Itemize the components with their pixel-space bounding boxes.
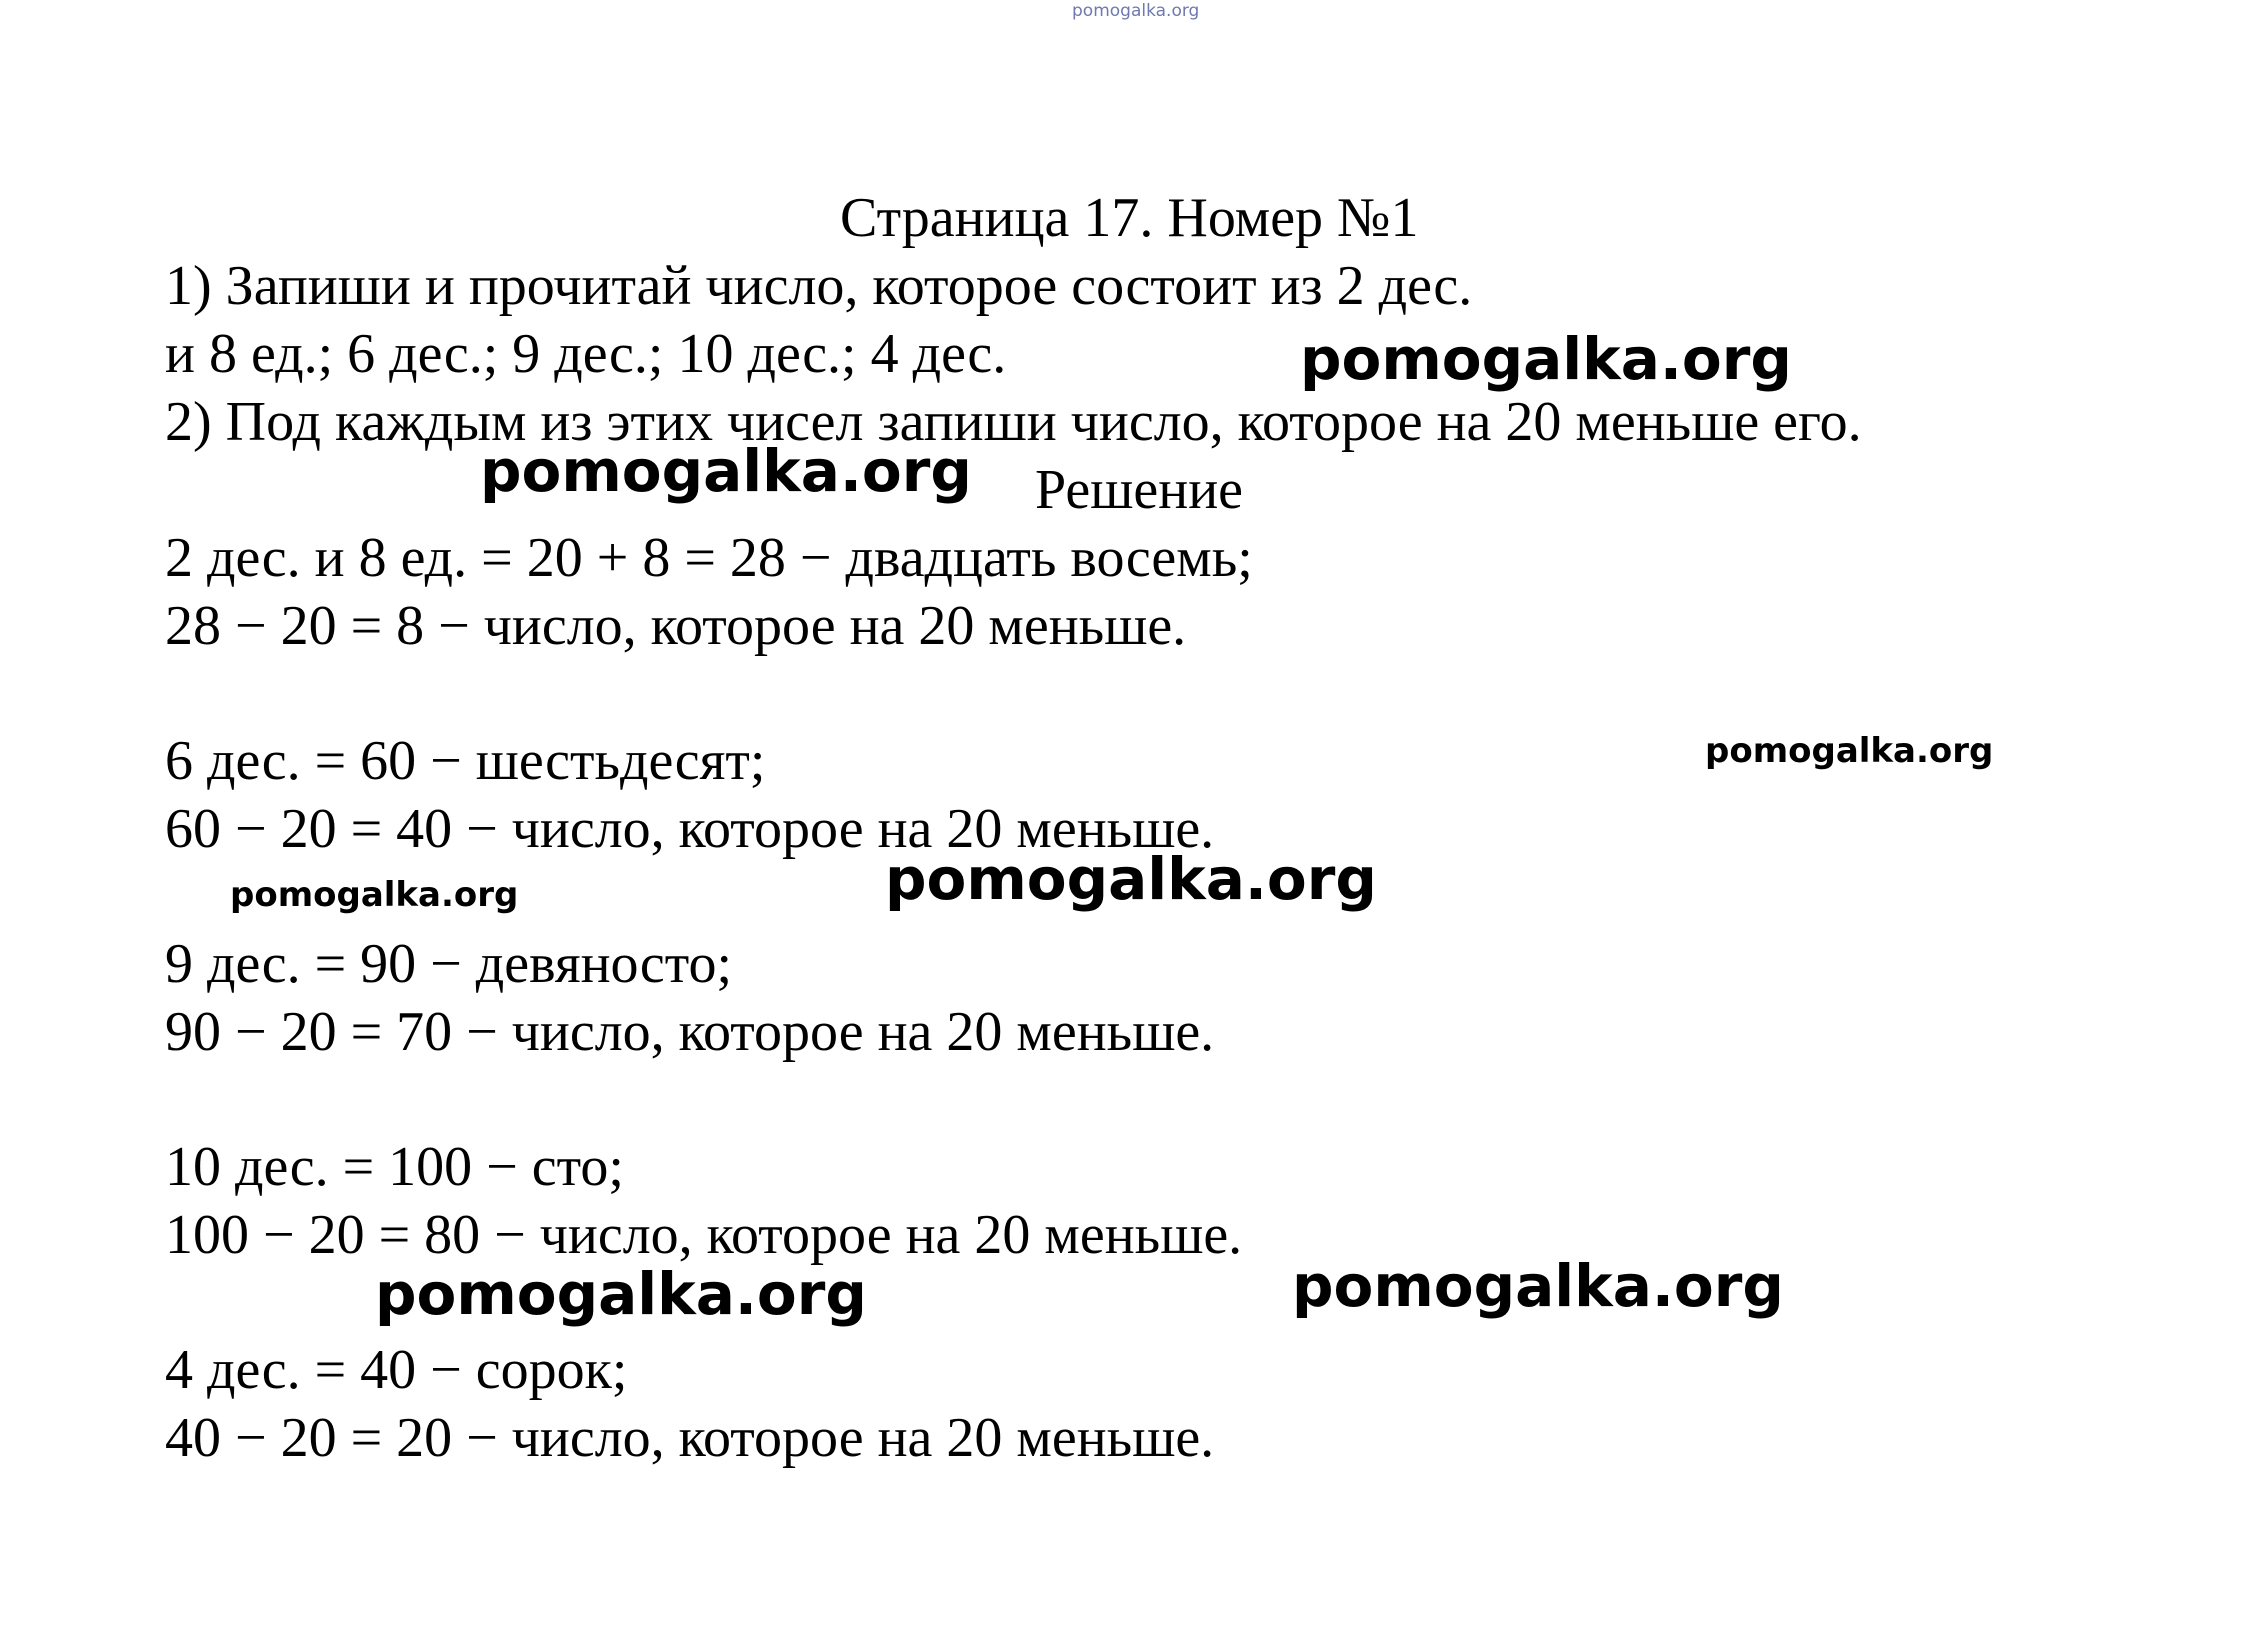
solution-line: 2 дес. и 8 ед. = 20 + 8 = 28 − двадцать восемь; xyxy=(165,527,1253,589)
page-title: Страница 17. Номер №1 xyxy=(840,187,1419,249)
solution-line: 9 дес. = 90 − девяносто; xyxy=(165,933,733,995)
solution-line: 40 − 20 = 20 − число, которое на 20 меньше. xyxy=(165,1407,1215,1469)
task-line-2: и 8 ед.; 6 дес.; 9 дес.; 10 дес.; 4 дес. xyxy=(165,323,1007,385)
watermark: pomogalka.org xyxy=(1300,325,1792,393)
watermark: pomogalka.org xyxy=(885,845,1377,913)
top-watermark: pomogalka.org xyxy=(1072,1,1200,21)
solution-line: 28 − 20 = 8 − число, которое на 20 меньше. xyxy=(165,595,1187,657)
watermark: pomogalka.org xyxy=(1705,731,1994,771)
watermark: pomogalka.org xyxy=(375,1260,867,1328)
solution-heading: Решение xyxy=(1035,459,1244,521)
solution-line: 60 − 20 = 40 − число, которое на 20 меньше. xyxy=(165,798,1215,860)
task-line-1: 1) Запиши и прочитай число, которое состоит из 2 дес. xyxy=(165,255,1473,317)
solution-line: 100 − 20 = 80 − число, которое на 20 меньше. xyxy=(165,1204,1243,1266)
solution-line: 4 дес. = 40 − сорок; xyxy=(165,1339,628,1401)
task-line-3: 2) Под каждым из этих чисел запиши число, которое на 20 меньше его. xyxy=(165,391,1862,453)
solution-line: 10 дес. = 100 − сто; xyxy=(165,1136,624,1198)
watermark: pomogalka.org xyxy=(480,437,972,505)
solution-line: 6 дес. = 60 − шестьдесят; xyxy=(165,730,766,792)
solution-line: 90 − 20 = 70 − число, которое на 20 меньше. xyxy=(165,1001,1215,1063)
watermark: pomogalka.org xyxy=(1292,1252,1784,1320)
watermark: pomogalka.org xyxy=(230,875,519,915)
